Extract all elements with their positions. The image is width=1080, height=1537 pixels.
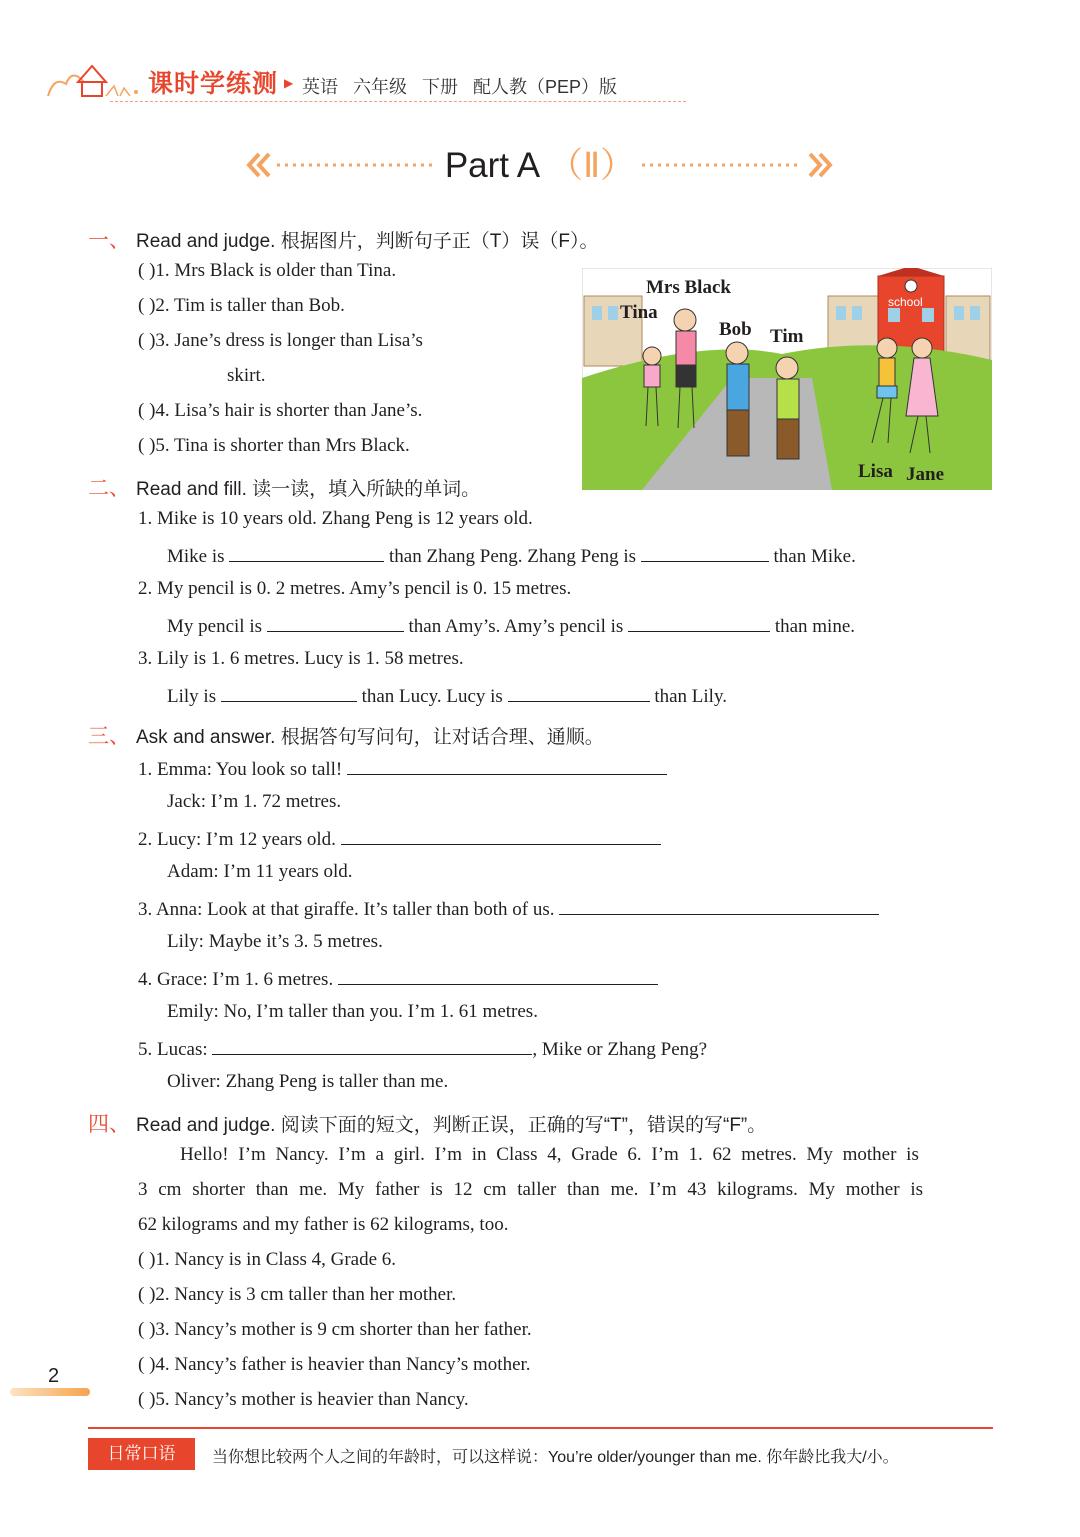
title-main: Part A	[444, 146, 539, 185]
dialog-4-line-2: Emily: No, I’m taller than you. I’m 1. 61 metres.	[167, 1001, 538, 1022]
dialog-5-line-2: Oliver: Zhang Peng is taller than me.	[167, 1071, 449, 1092]
fill-q3-blank-1[interactable]	[221, 683, 357, 702]
page-number-bar	[10, 1388, 90, 1396]
fill-q2-part-c: than mine.	[774, 616, 856, 637]
fill-q1-answer-line	[167, 543, 856, 568]
dialog-4-blank[interactable]	[338, 966, 658, 985]
section-1-title: Read and judge. 根据图片，判断句子正（T）误（F）。	[136, 231, 599, 252]
daily-phrase-tag: 日常口语	[88, 1438, 195, 1470]
dialog-1-emma: 1. Emma: You look so tall!	[138, 759, 343, 780]
section-2-heading	[88, 472, 480, 502]
fill-q3-answer-line	[167, 683, 727, 708]
fill-q3-part-b: than Lucy. Lucy is	[361, 686, 503, 707]
label-tim: Tim	[770, 326, 804, 347]
fill-q3-part-a: Lily is	[167, 686, 217, 707]
passage-judge-4: ( )4. Nancy’s father is heavier than Nancy’s mother.	[138, 1354, 531, 1375]
section-3-heading	[88, 720, 604, 750]
page-title	[0, 138, 1080, 188]
dialog-1-blank[interactable]	[347, 756, 667, 775]
label-mrs-black: Mrs Black	[646, 277, 731, 298]
dialog-4-line-1	[138, 966, 658, 991]
fill-q1-blank-2[interactable]	[641, 543, 769, 562]
dialog-5-tail: , Mike or Zhang Peng?	[532, 1039, 708, 1060]
house-logo-icon	[44, 56, 144, 102]
dialog-2-line-2: Adam: I’m 11 years old.	[167, 861, 353, 882]
section-1-num: 一、	[88, 229, 130, 252]
passage-judge-2: ( )2. Nancy is 3 cm taller than her mother.	[138, 1284, 457, 1305]
passage-judge-1: ( )1. Nancy is in Class 4, Grade 6.	[138, 1249, 397, 1270]
header-divider	[110, 101, 686, 102]
judge-item-5: ( )5. Tina is shorter than Mrs Black.	[138, 435, 410, 456]
section-1-heading	[88, 224, 598, 254]
fill-q2-blank-1[interactable]	[267, 613, 404, 632]
section-4-heading	[88, 1108, 766, 1138]
dialog-3-blank[interactable]	[559, 896, 879, 915]
fill-q1-blank-1[interactable]	[229, 543, 384, 562]
fill-q3-blank-2[interactable]	[508, 683, 650, 702]
judge-item-3-cont: skirt.	[227, 365, 266, 386]
dialog-3-line-2: Lily: Maybe it’s 3. 5 metres.	[167, 931, 383, 952]
fill-q3-stem: 3. Lily is 1. 6 metres. Lucy is 1. 58 metres.	[138, 648, 464, 669]
label-jane: Jane	[906, 464, 944, 485]
dialog-2-lucy: 2. Lucy: I’m 12 years old.	[138, 829, 336, 850]
label-lisa: Lisa	[858, 461, 893, 482]
dialog-3-anna: 3. Anna: Look at that giraffe. It’s taller than both of us.	[138, 899, 555, 920]
judge-item-1: ( )1. Mrs Black is older than Tina.	[138, 260, 397, 281]
dialog-2-blank[interactable]	[341, 826, 661, 845]
passage-judge-3: ( )3. Nancy’s mother is 9 cm shorter than her father.	[138, 1319, 532, 1340]
dialog-1-line-1	[138, 756, 667, 781]
brand-title: 课时学练测	[148, 70, 279, 98]
dialog-5-lucas: 5. Lucas:	[138, 1039, 208, 1060]
judge-item-3: ( )3. Jane’s dress is longer than Lisa’s	[138, 330, 423, 351]
judge-item-4: ( )4. Lisa’s hair is shorter than Jane’s.	[138, 400, 423, 421]
daily-phrase-text: 当你想比较两个人之间的年龄时，可以这样说：You’re older/younger than me. 你年龄比我大/小。	[212, 1449, 899, 1466]
label-tina: Tina	[620, 302, 658, 323]
passage-line-3: 62 kilograms and my father is 62 kilograms, too.	[138, 1214, 509, 1235]
section-2-title: Read and fill. 读一读，填入所缺的单词。	[136, 479, 481, 500]
arrow-icon: ▶	[284, 76, 294, 90]
section-3-title: Ask and answer. 根据答句写问句，让对话合理、通顺。	[136, 727, 604, 748]
height-comparison-illustration	[582, 268, 992, 490]
footer-divider	[88, 1427, 993, 1429]
fill-q2-part-a: My pencil is	[167, 616, 262, 637]
dialog-4-grace: 4. Grace: I’m 1. 6 metres.	[138, 969, 334, 990]
section-4-num: 四、	[88, 1113, 130, 1136]
label-school: school	[888, 295, 923, 309]
fill-q1-part-c: than Mike.	[773, 546, 856, 567]
dialog-3-line-1	[138, 896, 879, 921]
dialog-5-line-1	[138, 1036, 707, 1061]
fill-q2-answer-line	[167, 613, 855, 638]
fill-q2-blank-2[interactable]	[628, 613, 770, 632]
fill-q1-part-b: than Zhang Peng. Zhang Peng is	[389, 546, 636, 567]
section-4-title: Read and judge. 阅读下面的短文，判断正误，正确的写“T”，错误的写“F”。	[136, 1115, 767, 1136]
dialog-1-line-2: Jack: I’m 1. 72 metres.	[167, 791, 342, 812]
fill-q3-part-c: than Lily.	[654, 686, 727, 707]
passage-judge-5: ( )5. Nancy’s mother is heavier than Nancy.	[138, 1389, 469, 1410]
section-2-num: 二、	[88, 477, 130, 500]
dialog-5-blank[interactable]	[212, 1036, 532, 1055]
title-num: （Ⅱ）	[547, 146, 636, 185]
passage-line-2: 3 cm shorter than me. My father is 12 cm taller than me. I’m 43 kilograms. My mother is	[138, 1179, 923, 1200]
subject-label: 英语 六年级 下册 配人教（PEP）版	[302, 77, 618, 97]
fill-q2-part-b: than Amy’s. Amy’s pencil is	[408, 616, 624, 637]
dialog-2-line-1	[138, 826, 661, 851]
page-number: 2	[48, 1365, 60, 1387]
right-arrow-dots-icon	[640, 150, 835, 180]
fill-q1-stem: 1. Mike is 10 years old. Zhang Peng is 12 years old.	[138, 508, 533, 529]
fill-q2-stem: 2. My pencil is 0. 2 metres. Amy’s pencil is 0. 15 metres.	[138, 578, 572, 599]
passage-line-1: Hello! I’m Nancy. I’m a girl. I’m in Class 4, Grade 6. I’m 1. 62 metres. My mother is	[180, 1144, 919, 1165]
judge-item-2: ( )2. Tim is taller than Bob.	[138, 295, 345, 316]
fill-q1-part-a: Mike is	[167, 546, 225, 567]
section-3-num: 三、	[88, 725, 130, 748]
label-bob: Bob	[719, 319, 752, 340]
